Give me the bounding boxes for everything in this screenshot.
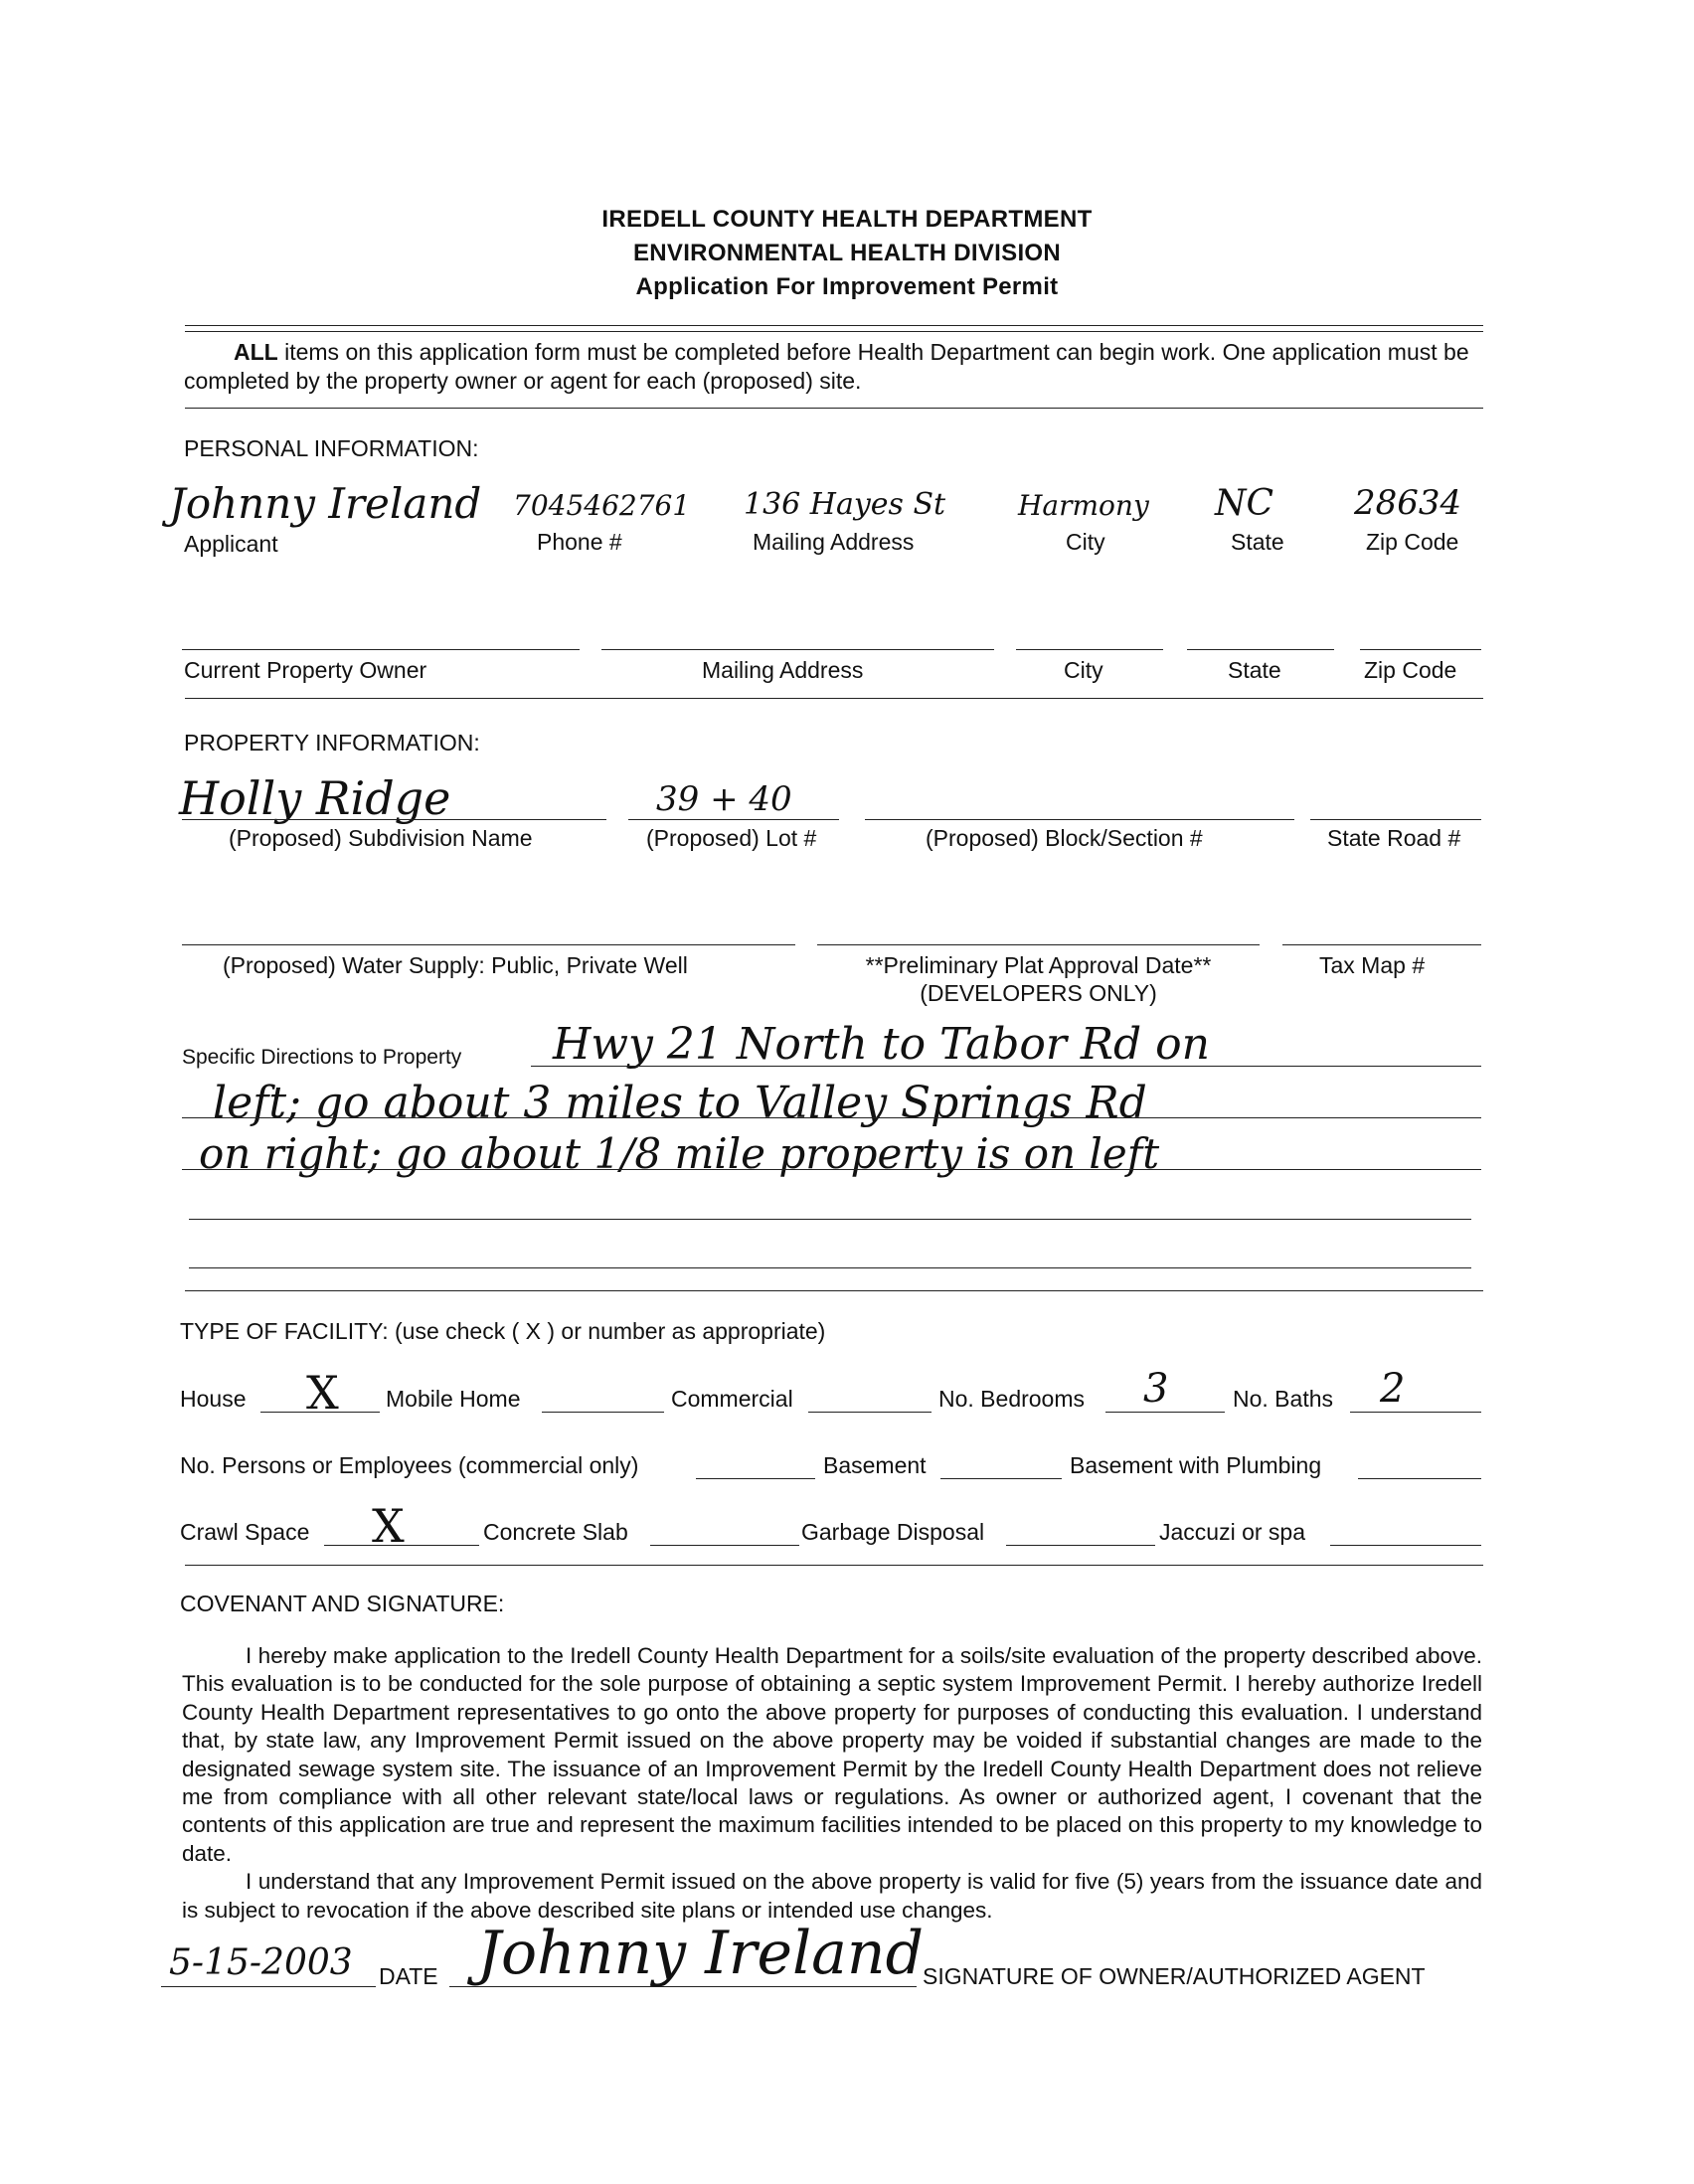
- persons-line: [696, 1478, 815, 1479]
- block-label: (Proposed) Block/Section #: [926, 825, 1203, 851]
- applicant-value[interactable]: Johnny Ireland: [169, 479, 482, 528]
- basement-label: Basement: [823, 1452, 927, 1478]
- instructions: [184, 338, 1482, 396]
- baths-label: No. Baths: [1233, 1386, 1333, 1412]
- owner-line: [182, 649, 580, 650]
- covenant-para-2: I understand that any Improvement Permit issued on the above property is valid for five (5) years from the issuance date and is subject to revocation if the above described site plans or intended use changes.: [182, 1869, 1482, 1923]
- city-value[interactable]: Harmony: [1018, 489, 1149, 522]
- directions-label: Specific Directions to Property: [182, 1046, 462, 1069]
- owner-mailing-label: Mailing Address: [702, 657, 864, 683]
- zip-label: Zip Code: [1366, 529, 1459, 555]
- road-label: State Road #: [1327, 825, 1461, 851]
- personal-heading: PERSONAL INFORMATION:: [184, 435, 479, 461]
- garbage-label: Garbage Disposal: [801, 1519, 985, 1545]
- covenant-heading: COVENANT AND SIGNATURE:: [180, 1591, 505, 1616]
- form-title: Application For Improvement Permit: [635, 273, 1059, 300]
- basement-line: [940, 1478, 1062, 1479]
- owner-rule: [185, 698, 1483, 699]
- baths-line: [1350, 1412, 1481, 1413]
- top-rule: [185, 325, 1483, 326]
- property-rule: [185, 1290, 1483, 1291]
- directions-rule-2: [182, 1117, 1481, 1118]
- crawl-value[interactable]: X: [372, 1499, 405, 1553]
- directions-line-3[interactable]: on right; go about 1/8 mile property is on left: [199, 1129, 1160, 1178]
- taxmap-label: Tax Map #: [1319, 952, 1426, 978]
- division-title: ENVIRONMENTAL HEALTH DIVISION: [632, 240, 1062, 266]
- mailing-label: Mailing Address: [753, 529, 915, 555]
- subdivision-label: (Proposed) Subdivision Name: [229, 825, 533, 851]
- owner-state-line: [1187, 649, 1334, 650]
- water-label: (Proposed) Water Supply: Public, Private Well: [223, 952, 688, 978]
- road-line: [1310, 819, 1481, 820]
- owner-zip-line: [1360, 649, 1481, 650]
- directions-rule-5: [189, 1267, 1471, 1268]
- bedrooms-line: [1105, 1412, 1225, 1413]
- basement-plumbing-label: Basement with Plumbing: [1070, 1452, 1322, 1478]
- directions-line-1[interactable]: Hwy 21 North to Tabor Rd on: [553, 1019, 1210, 1070]
- bedrooms-label: No. Bedrooms: [938, 1386, 1086, 1412]
- crawl-label: Crawl Space: [180, 1519, 310, 1545]
- mobile-line: [542, 1412, 664, 1413]
- baths-value[interactable]: 2: [1380, 1366, 1406, 1412]
- top-rule-2: [185, 331, 1483, 332]
- subdivision-value[interactable]: Holly Ridge: [179, 771, 451, 825]
- slab-label: Concrete Slab: [483, 1519, 628, 1545]
- subdivision-line: [182, 819, 606, 820]
- date-line: [161, 1986, 376, 1987]
- plat-sub-label: (DEVELOPERS ONLY): [920, 980, 1157, 1006]
- state-value[interactable]: NC: [1215, 483, 1274, 524]
- bedrooms-value[interactable]: 3: [1143, 1366, 1169, 1412]
- intro-rule: [185, 408, 1483, 409]
- garbage-line: [1006, 1545, 1155, 1546]
- phone-value[interactable]: 7045462761: [513, 489, 691, 522]
- applicant-label: Applicant: [184, 531, 278, 557]
- directions-rule-3: [182, 1169, 1481, 1170]
- dept-title: IREDELL COUNTY HEALTH DEPARTMENT: [601, 206, 1093, 233]
- signature-label: SIGNATURE OF OWNER/AUTHORIZED AGENT: [923, 1963, 1426, 1989]
- persons-label: No. Persons or Employees (commercial only): [180, 1452, 639, 1478]
- commercial-line: [808, 1412, 932, 1413]
- phone-label: Phone #: [537, 529, 622, 555]
- date-value[interactable]: 5-15-2003: [169, 1942, 353, 1983]
- lot-line: [628, 819, 839, 820]
- lot-label: (Proposed) Lot #: [646, 825, 817, 851]
- block-line: [865, 819, 1294, 820]
- instructions-bold: ALL: [234, 339, 278, 365]
- owner-city-label: City: [1064, 657, 1103, 683]
- date-label: DATE: [379, 1963, 438, 1989]
- instructions-text: items on this application form must be completed before Health Department can begin work. One application must be completed by the property owner or agent for each (proposed) site.: [184, 339, 1469, 394]
- plat-line: [817, 944, 1260, 945]
- owner-label: Current Property Owner: [184, 657, 427, 683]
- covenant-text: [182, 1642, 1482, 1925]
- mailing-value[interactable]: 136 Hayes St: [744, 487, 946, 522]
- mobile-label: Mobile Home: [386, 1386, 521, 1412]
- basement-plumbing-line: [1358, 1478, 1481, 1479]
- lot-value[interactable]: 39 + 40: [656, 779, 792, 819]
- owner-state-label: State: [1228, 657, 1281, 683]
- house-value[interactable]: X: [306, 1366, 339, 1420]
- property-heading: PROPERTY INFORMATION:: [184, 730, 480, 756]
- city-label: City: [1066, 529, 1105, 555]
- directions-line-2[interactable]: left; go about 3 miles to Valley Springs Rd: [213, 1078, 1147, 1128]
- owner-city-line: [1016, 649, 1163, 650]
- jacuzzi-label: Jaccuzi or spa: [1159, 1519, 1306, 1545]
- jacuzzi-line: [1330, 1545, 1481, 1546]
- slab-line: [650, 1545, 799, 1546]
- taxmap-line: [1282, 944, 1481, 945]
- directions-rule-1: [531, 1066, 1481, 1067]
- zip-value[interactable]: 28634: [1354, 483, 1462, 523]
- facility-heading: TYPE OF FACILITY: (use check ( X ) or number as appropriate): [180, 1318, 826, 1344]
- state-label: State: [1231, 529, 1284, 555]
- owner-zip-label: Zip Code: [1364, 657, 1457, 683]
- covenant-para-1: I hereby make application to the Iredell County Health Department for a soils/site evaluation of the property described above. This evaluation is to be conducted for the sole purpose of obtaining a septic system Improvement Permit. I hereby authorize Iredell County Health Department representatives to go onto the above property for purposes of conducting this evaluation. I understand that, by state law, any Improvement Permit issued on the above property may be voided if substantial changes are made to the designated sewage system site. The issuance of an Improvement Permit by the Iredell County Health Department does not relieve me from compliance with all other relevant state/local laws or regulations. As owner or authorized agent, I covenant that the contents of this application are true and represent the maximum facilities intended to be placed on this property to my knowledge to date.: [182, 1643, 1482, 1866]
- water-line: [182, 944, 795, 945]
- directions-rule-4: [189, 1219, 1471, 1220]
- facility-rule: [185, 1565, 1483, 1566]
- house-label: House: [180, 1386, 247, 1412]
- commercial-label: Commercial: [671, 1386, 793, 1412]
- owner-mailing-line: [601, 649, 994, 650]
- signature[interactable]: Johnny Ireland: [477, 1919, 924, 1988]
- plat-label: **Preliminary Plat Approval Date**: [865, 952, 1212, 978]
